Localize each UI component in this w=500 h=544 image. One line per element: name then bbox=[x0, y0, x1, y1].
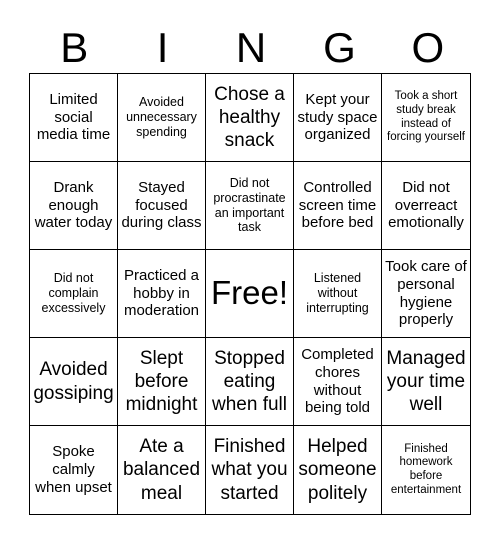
header-letter-o: O bbox=[411, 24, 445, 71]
bingo-cell[interactable]: Kept your study space organized bbox=[294, 74, 382, 162]
bingo-cell[interactable]: Stayed focused during class bbox=[118, 162, 206, 250]
bingo-cell[interactable]: Practiced a hobby in moderation bbox=[118, 250, 206, 338]
bingo-cell[interactable]: Stopped eating when full bbox=[206, 338, 294, 426]
header-letter-b: B bbox=[60, 24, 89, 71]
header-letter-g: G bbox=[323, 24, 356, 71]
bingo-cell[interactable]: Finished homework before entertainment bbox=[390, 442, 462, 496]
bingo-cell[interactable]: Avoided unnecessary spending bbox=[118, 74, 206, 162]
header-letter-n: N bbox=[235, 24, 267, 71]
bingo-cell[interactable]: Took a short study break instead of forcing yourself bbox=[382, 74, 470, 162]
header-letter-i: I bbox=[156, 24, 169, 71]
bingo-cell[interactable]: Ate a balanced meal bbox=[118, 426, 206, 514]
bingo-grid bbox=[29, 73, 471, 515]
free-space-cell[interactable]: Free! bbox=[206, 250, 294, 338]
bingo-cell[interactable]: Took care of personal hygiene properly bbox=[382, 250, 470, 338]
bingo-cell[interactable]: Managed your time well bbox=[382, 338, 470, 426]
bingo-cell[interactable]: Drank enough water today bbox=[30, 162, 118, 250]
bingo-header bbox=[30, 24, 472, 72]
bingo-cell[interactable]: Helped someone politely bbox=[294, 426, 382, 514]
bingo-cell[interactable]: Slept before midnight bbox=[118, 338, 206, 426]
bingo-cell[interactable]: Did not procrastinate an important task bbox=[206, 162, 294, 250]
bingo-cell[interactable]: Completed chores without being told bbox=[294, 338, 382, 426]
bingo-cell[interactable]: Did not complain excessively bbox=[30, 250, 118, 338]
bingo-cell[interactable]: Chose a healthy snack bbox=[206, 74, 294, 162]
bingo-cell[interactable]: Listened without interrupting bbox=[294, 250, 382, 338]
bingo-cell[interactable]: Avoided gossiping bbox=[30, 338, 118, 426]
bingo-cell[interactable]: Spoke calmly when upset bbox=[30, 426, 118, 514]
bingo-cell[interactable]: Did not overreact emotionally bbox=[382, 162, 470, 250]
bingo-cell[interactable]: Controlled screen time before bed bbox=[294, 162, 382, 250]
bingo-cell[interactable]: Limited social media time bbox=[30, 74, 118, 162]
bingo-cell[interactable]: Finished what you started bbox=[206, 426, 294, 514]
